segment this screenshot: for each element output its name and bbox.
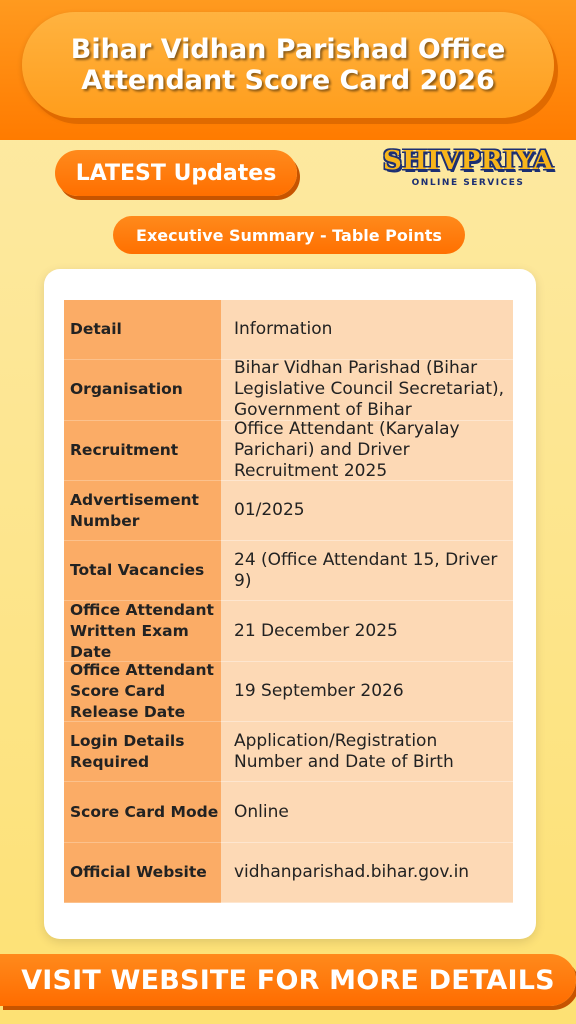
table-value-cell: Information bbox=[221, 300, 513, 360]
latest-updates-button[interactable]: LATEST Updates bbox=[55, 150, 297, 196]
table-value-cell: Bihar Vidhan Parishad (Bihar Legislative Council Secretariat), Government of Bihar bbox=[221, 360, 513, 420]
table-key-cell: Total Vacancies bbox=[64, 541, 221, 601]
table-key-cell: Office Attendant Written Exam Date bbox=[64, 601, 221, 661]
page-title-banner bbox=[22, 12, 554, 118]
table-row bbox=[64, 722, 513, 782]
visit-website-label: VISIT WEBSITE FOR MORE DETAILS bbox=[21, 964, 555, 996]
table-row bbox=[64, 782, 513, 842]
table-row bbox=[64, 601, 513, 661]
table-row bbox=[64, 843, 513, 903]
table-key-cell: Recruitment bbox=[64, 421, 221, 481]
logo-brand: SHIVPRIYA bbox=[383, 146, 554, 176]
table-key-cell: Official Website bbox=[64, 843, 221, 903]
summary-table bbox=[64, 300, 513, 903]
table-value-cell: 21 December 2025 bbox=[221, 601, 513, 661]
table-row bbox=[64, 481, 513, 541]
table-row bbox=[64, 300, 513, 360]
table-key-cell: Detail bbox=[64, 300, 221, 360]
table-key-cell: Organisation bbox=[64, 360, 221, 420]
table-row bbox=[64, 418, 513, 481]
executive-summary-label: Executive Summary - Table Points bbox=[113, 216, 465, 254]
page-title: Bihar Vidhan Parishad Office Attendant Score Card 2026 bbox=[70, 34, 506, 96]
logo-tagline: ONLINE SERVICES bbox=[411, 178, 525, 188]
table-row bbox=[64, 662, 513, 722]
table-key-cell: Login Details Required bbox=[64, 722, 221, 782]
table-value-cell: 24 (Office Attendant 15, Driver 9) bbox=[221, 541, 513, 601]
table-value-cell: 01/2025 bbox=[221, 481, 513, 541]
table-row bbox=[64, 360, 513, 420]
table-key-cell: Office Attendant Score Card Release Date bbox=[64, 662, 221, 722]
table-value-cell: Office Attendant (Karyalay Parichari) and Driver Recruitment 2025 bbox=[221, 421, 513, 481]
table-row bbox=[64, 541, 513, 601]
table-value-cell: Online bbox=[221, 782, 513, 842]
table-key-cell: Advertisement Number bbox=[64, 481, 221, 541]
table-value-cell: Application/Registration Number and Date of Birth bbox=[221, 722, 513, 782]
visit-website-button[interactable] bbox=[0, 954, 576, 1006]
shivpriya-logo[interactable] bbox=[383, 146, 553, 198]
table-key-cell: Score Card Mode bbox=[64, 782, 221, 842]
table-value-cell[interactable]: vidhanparishad.bihar.gov.in bbox=[221, 843, 513, 903]
table-value-cell: 19 September 2026 bbox=[221, 662, 513, 722]
